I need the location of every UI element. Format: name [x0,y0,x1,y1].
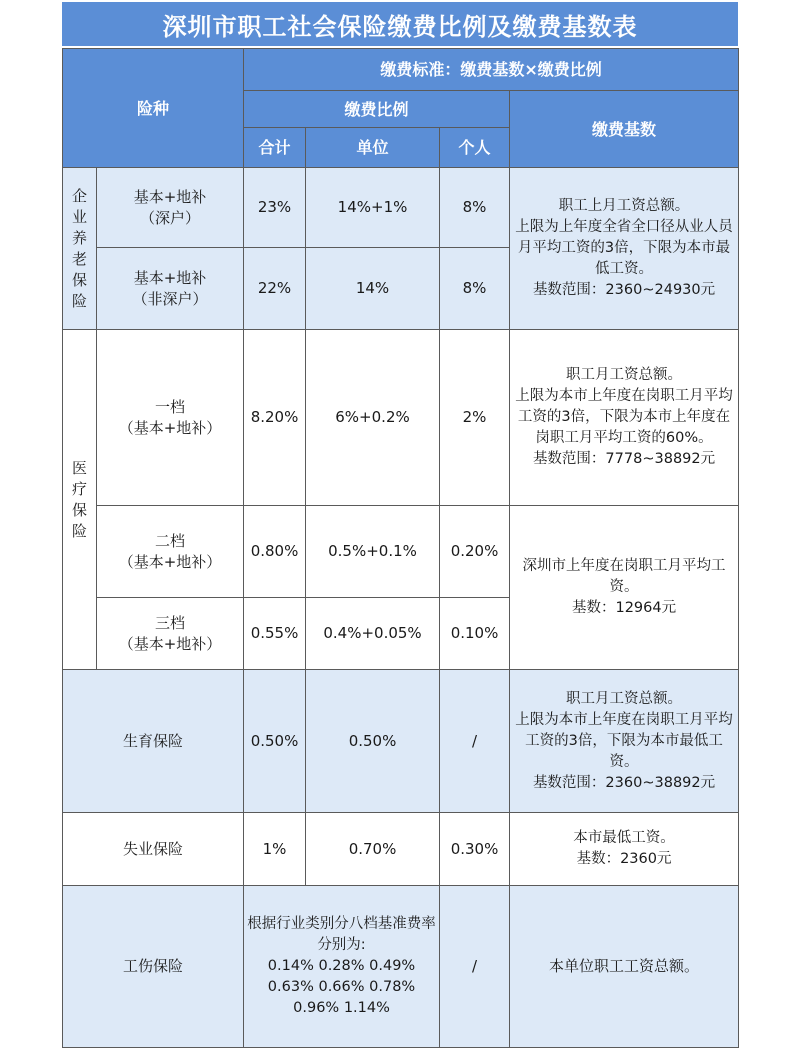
table-row [63,670,739,813]
injury-name: 工伤保险 [63,886,244,1048]
injury-base: 本单位职工工资总额。 [510,886,739,1048]
medical-row-name: 二档 （基本+地补） [97,506,244,598]
unemployment-base: 本市最低工资。 基数：2360元 [510,813,739,886]
medical-row-individual: 0.20% [440,506,510,598]
unemployment-name: 失业保险 [63,813,244,886]
pension-group-label: 企业养老保险 [63,168,97,330]
header-employer: 单位 [306,128,440,168]
table-row [63,886,739,1048]
header-base: 缴费基数 [510,91,739,168]
header-ratio: 缴费比例 [244,91,510,128]
medical-row-individual: 0.10% [440,598,510,670]
page-title: 深圳市职工社会保险缴费比例及缴费基数表 [62,2,738,46]
pension-row-individual: 8% [440,168,510,248]
unemployment-individual: 0.30% [440,813,510,886]
pension-row-total: 23% [244,168,306,248]
maternity-total: 0.50% [244,670,306,813]
unemployment-total: 1% [244,813,306,886]
table-row [63,506,739,598]
maternity-individual: / [440,670,510,813]
table-row [63,330,739,506]
maternity-base: 职工月工资总额。 上限为本市上年度在岗职工月平均工资的3倍，下限为本市最低工资。 基数范围：2360~38892元 [510,670,739,813]
table-row [63,168,739,248]
pension-row-individual: 8% [440,248,510,330]
medical-row-total: 8.20% [244,330,306,506]
unemployment-employer: 0.70% [306,813,440,886]
medical-row-name: 三档 （基本+地补） [97,598,244,670]
header-row [63,49,739,91]
medical-row-individual: 2% [440,330,510,506]
injury-individual: / [440,886,510,1048]
pension-row-total: 22% [244,248,306,330]
medical-row-employer: 6%+0.2% [306,330,440,506]
header-insurance-type: 险种 [63,49,244,168]
medical-row-total: 0.80% [244,506,306,598]
pension-base: 职工上月工资总额。 上限为上年度全省全口径从业人员月平均工资的3倍，下限为本市最低工资。 基数范围：2360~24930元 [510,168,739,330]
header-individual: 个人 [440,128,510,168]
insurance-fee-table [62,48,739,1048]
pension-row-employer: 14% [306,248,440,330]
medical-base-tier1: 职工月工资总额。 上限为本市上年度在岗职工月平均工资的3倍，下限为本市上年度在岗职工月平均工资的60%。 基数范围：7778~38892元 [510,330,739,506]
table-row [63,813,739,886]
header-total: 合计 [244,128,306,168]
medical-row-employer: 0.4%+0.05% [306,598,440,670]
medical-base-tier23: 深圳市上年度在岗职工月平均工资。 基数：12964元 [510,506,739,670]
medical-row-name: 一档 （基本+地补） [97,330,244,506]
pension-row-name: 基本+地补 （深户） [97,168,244,248]
maternity-name: 生育保险 [63,670,244,813]
pension-row-employer: 14%+1% [306,168,440,248]
maternity-employer: 0.50% [306,670,440,813]
medical-group-label: 医疗保险 [63,330,97,670]
injury-rates: 根据行业类别分八档基准费率分别为: 0.14% 0.28% 0.49% 0.63% 0.66% 0.78% 0.96% 1.14% [244,886,440,1048]
header-standard: 缴费标准：缴费基数×缴费比例 [244,49,739,91]
medical-row-employer: 0.5%+0.1% [306,506,440,598]
medical-row-total: 0.55% [244,598,306,670]
pension-row-name: 基本+地补 （非深户） [97,248,244,330]
